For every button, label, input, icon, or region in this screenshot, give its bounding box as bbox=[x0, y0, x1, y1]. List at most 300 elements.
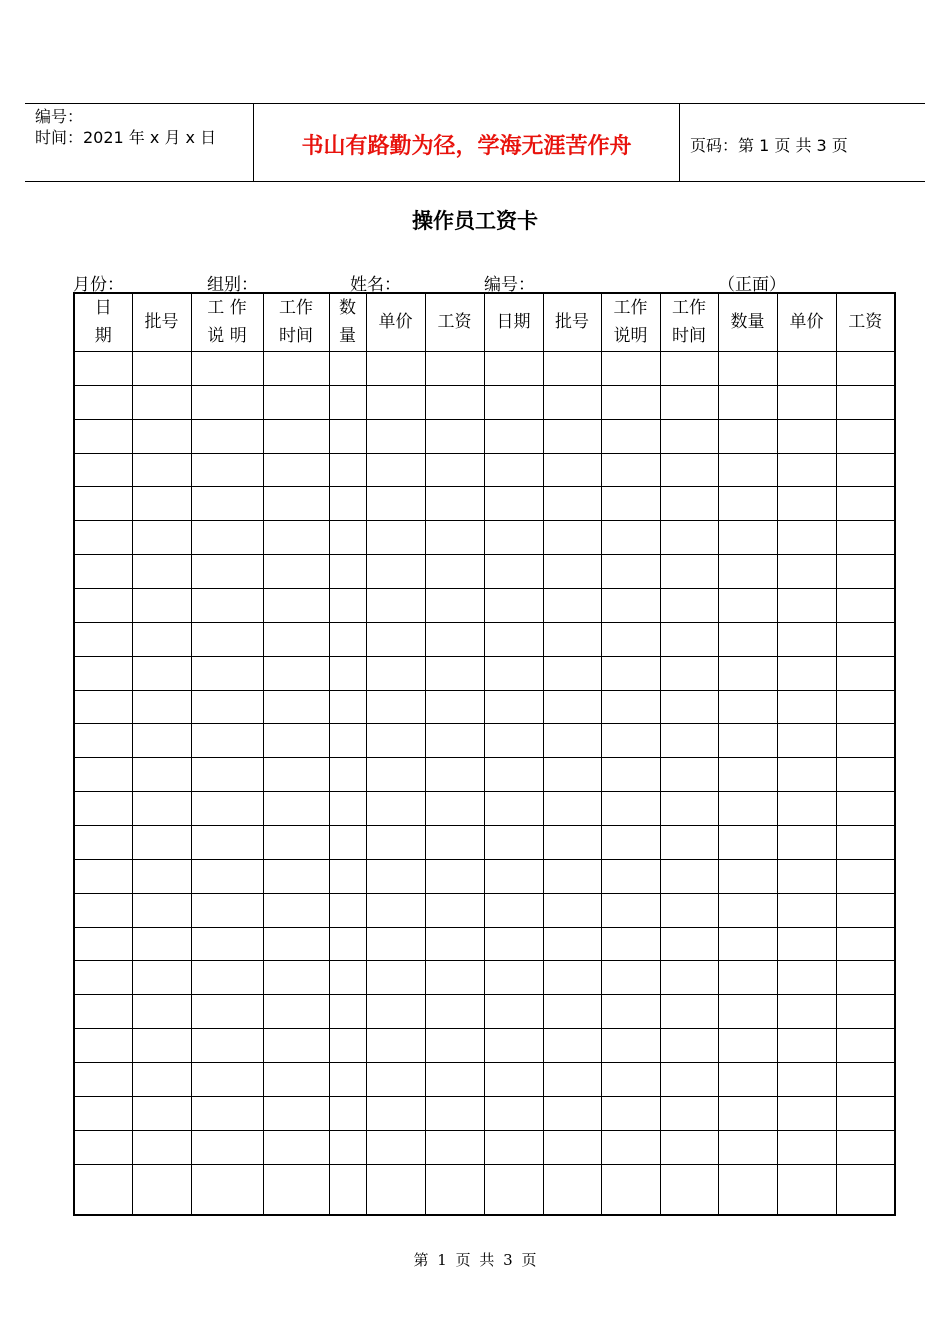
table-cell bbox=[543, 1029, 601, 1063]
page-header bbox=[25, 103, 925, 182]
table-cell bbox=[191, 792, 263, 826]
table-cell bbox=[191, 826, 263, 860]
table-cell bbox=[132, 521, 191, 555]
table-cell bbox=[777, 724, 836, 758]
table-cell bbox=[425, 826, 484, 860]
table-cell bbox=[366, 826, 425, 860]
table-cell bbox=[660, 724, 718, 758]
table-cell bbox=[484, 1130, 543, 1164]
info-group-label: 组别： bbox=[207, 275, 258, 295]
table-cell bbox=[836, 927, 895, 961]
table-cell bbox=[836, 622, 895, 656]
table-cell bbox=[263, 453, 329, 487]
table-cell bbox=[777, 1063, 836, 1097]
table-cell bbox=[484, 453, 543, 487]
table-cell bbox=[329, 859, 366, 893]
table-cell bbox=[777, 555, 836, 589]
table-cell bbox=[718, 656, 777, 690]
column-header bbox=[366, 293, 425, 352]
table-cell bbox=[425, 758, 484, 792]
table-cell bbox=[836, 419, 895, 453]
table-cell bbox=[191, 1063, 263, 1097]
table-cell bbox=[425, 859, 484, 893]
table-cell bbox=[836, 995, 895, 1029]
table-cell bbox=[836, 758, 895, 792]
table-cell bbox=[777, 622, 836, 656]
table-cell bbox=[191, 555, 263, 589]
table-cell bbox=[836, 656, 895, 690]
header-meta bbox=[25, 104, 254, 181]
table-cell bbox=[484, 419, 543, 453]
table-cell bbox=[74, 385, 132, 419]
table-cell bbox=[718, 1029, 777, 1063]
table-cell bbox=[660, 961, 718, 995]
table-cell bbox=[425, 961, 484, 995]
table-cell bbox=[329, 826, 366, 860]
table-cell bbox=[74, 995, 132, 1029]
table-cell bbox=[132, 419, 191, 453]
table-cell bbox=[329, 927, 366, 961]
table-cell bbox=[132, 758, 191, 792]
table-cell bbox=[543, 1164, 601, 1215]
table-cell bbox=[191, 453, 263, 487]
table-cell bbox=[836, 690, 895, 724]
table-cell bbox=[601, 622, 660, 656]
table-row bbox=[74, 453, 895, 487]
table-cell bbox=[601, 859, 660, 893]
table-cell bbox=[74, 487, 132, 521]
table-cell bbox=[74, 690, 132, 724]
table-cell bbox=[777, 1096, 836, 1130]
table-cell bbox=[74, 521, 132, 555]
table-cell bbox=[718, 758, 777, 792]
table-cell bbox=[836, 453, 895, 487]
table-cell bbox=[425, 589, 484, 623]
table-cell bbox=[191, 995, 263, 1029]
table-cell bbox=[543, 656, 601, 690]
table-cell bbox=[836, 385, 895, 419]
table-cell bbox=[425, 792, 484, 826]
table-cell bbox=[191, 893, 263, 927]
table-cell bbox=[74, 724, 132, 758]
table-cell bbox=[777, 419, 836, 453]
table-cell bbox=[425, 1096, 484, 1130]
table-cell bbox=[777, 656, 836, 690]
table-cell bbox=[836, 1130, 895, 1164]
table-cell bbox=[484, 1063, 543, 1097]
table-cell bbox=[366, 927, 425, 961]
column-header-label: 数量 bbox=[730, 312, 765, 332]
table-cell bbox=[366, 419, 425, 453]
table-cell bbox=[191, 1029, 263, 1063]
table-cell bbox=[74, 453, 132, 487]
table-cell bbox=[366, 589, 425, 623]
table-cell bbox=[718, 1164, 777, 1215]
table-cell bbox=[191, 927, 263, 961]
table-cell bbox=[836, 589, 895, 623]
table-cell bbox=[132, 690, 191, 724]
table-row bbox=[74, 487, 895, 521]
table-row bbox=[74, 724, 895, 758]
table-cell bbox=[425, 1164, 484, 1215]
table-cell bbox=[718, 1096, 777, 1130]
table-row bbox=[74, 859, 895, 893]
table-cell bbox=[660, 589, 718, 623]
table-cell bbox=[191, 419, 263, 453]
table-cell bbox=[191, 859, 263, 893]
column-header bbox=[132, 293, 191, 352]
table-cell bbox=[263, 656, 329, 690]
table-cell bbox=[425, 453, 484, 487]
table-cell bbox=[425, 893, 484, 927]
table-cell bbox=[132, 385, 191, 419]
table-cell bbox=[777, 589, 836, 623]
info-month-label: 月份： bbox=[73, 275, 124, 295]
table-cell bbox=[660, 690, 718, 724]
table-cell bbox=[263, 927, 329, 961]
table-cell bbox=[132, 622, 191, 656]
table-cell bbox=[601, 1130, 660, 1164]
column-header bbox=[263, 293, 329, 352]
table-cell bbox=[366, 555, 425, 589]
table-cell bbox=[132, 859, 191, 893]
table-cell bbox=[329, 419, 366, 453]
table-cell bbox=[263, 487, 329, 521]
table-cell bbox=[777, 487, 836, 521]
table-cell bbox=[132, 656, 191, 690]
table-cell bbox=[543, 589, 601, 623]
table-cell bbox=[777, 792, 836, 826]
table-row bbox=[74, 555, 895, 589]
table-cell bbox=[777, 453, 836, 487]
table-cell bbox=[263, 690, 329, 724]
table-cell bbox=[601, 1029, 660, 1063]
table-cell bbox=[329, 1130, 366, 1164]
table-cell bbox=[425, 419, 484, 453]
table-cell bbox=[263, 555, 329, 589]
table-cell bbox=[543, 758, 601, 792]
table-cell bbox=[263, 961, 329, 995]
table-cell bbox=[366, 758, 425, 792]
table-cell bbox=[836, 1063, 895, 1097]
table-cell bbox=[543, 385, 601, 419]
info-number-label: 编号： bbox=[484, 275, 535, 295]
table-cell bbox=[543, 792, 601, 826]
table-cell bbox=[836, 555, 895, 589]
table-cell bbox=[718, 859, 777, 893]
table-cell bbox=[718, 453, 777, 487]
table-cell bbox=[836, 1029, 895, 1063]
table-header-row bbox=[74, 293, 895, 352]
table-cell bbox=[601, 792, 660, 826]
table-cell bbox=[718, 961, 777, 995]
column-header-label: 说明 bbox=[613, 326, 648, 346]
table-cell bbox=[718, 995, 777, 1029]
table-cell bbox=[777, 995, 836, 1029]
table-cell bbox=[718, 589, 777, 623]
table-cell bbox=[366, 961, 425, 995]
table-cell bbox=[366, 995, 425, 1029]
table-cell bbox=[74, 961, 132, 995]
table-cell bbox=[660, 622, 718, 656]
table-cell bbox=[484, 1096, 543, 1130]
table-row bbox=[74, 656, 895, 690]
table-cell bbox=[543, 893, 601, 927]
table-cell bbox=[74, 589, 132, 623]
table-cell bbox=[329, 589, 366, 623]
table-cell bbox=[601, 487, 660, 521]
table-cell bbox=[484, 352, 543, 386]
table-cell bbox=[601, 826, 660, 860]
table-cell bbox=[601, 1063, 660, 1097]
table-cell bbox=[132, 961, 191, 995]
table-row bbox=[74, 927, 895, 961]
table-cell bbox=[601, 893, 660, 927]
document-title: 操作员工资卡 bbox=[412, 209, 538, 233]
table-cell bbox=[718, 352, 777, 386]
table-cell bbox=[836, 826, 895, 860]
table-cell bbox=[543, 927, 601, 961]
table-cell bbox=[425, 487, 484, 521]
table-cell bbox=[366, 622, 425, 656]
table-cell bbox=[836, 893, 895, 927]
column-header bbox=[484, 293, 543, 352]
table-cell bbox=[366, 385, 425, 419]
table-cell bbox=[329, 893, 366, 927]
table-cell bbox=[74, 1130, 132, 1164]
table-cell bbox=[718, 1130, 777, 1164]
table-row bbox=[74, 1096, 895, 1130]
table-cell bbox=[601, 1164, 660, 1215]
table-cell bbox=[263, 352, 329, 386]
table-cell bbox=[329, 995, 366, 1029]
table-cell bbox=[777, 1130, 836, 1164]
table-row bbox=[74, 589, 895, 623]
table-cell bbox=[484, 589, 543, 623]
page-footer: 第 1 页 共 3 页 bbox=[413, 1251, 537, 1269]
column-header bbox=[425, 293, 484, 352]
table-cell bbox=[329, 758, 366, 792]
table-cell bbox=[132, 995, 191, 1029]
table-cell bbox=[132, 555, 191, 589]
table-cell bbox=[660, 758, 718, 792]
table-cell bbox=[366, 859, 425, 893]
column-header bbox=[660, 293, 718, 352]
column-header bbox=[601, 293, 660, 352]
column-header-label: 单价 bbox=[789, 312, 824, 332]
table-cell bbox=[366, 521, 425, 555]
table-cell bbox=[425, 1063, 484, 1097]
table-cell bbox=[777, 690, 836, 724]
table-cell bbox=[74, 893, 132, 927]
table-cell bbox=[718, 893, 777, 927]
table-cell bbox=[132, 1063, 191, 1097]
table-cell bbox=[601, 961, 660, 995]
header-time-label: 时间：2021 年 x 月 x 日 bbox=[35, 128, 217, 147]
table-cell bbox=[74, 1164, 132, 1215]
table-cell bbox=[329, 385, 366, 419]
column-header-label: 批号 bbox=[144, 312, 179, 332]
table-cell bbox=[484, 826, 543, 860]
table-cell bbox=[718, 826, 777, 860]
table-cell bbox=[543, 859, 601, 893]
table-cell bbox=[601, 419, 660, 453]
column-header bbox=[777, 293, 836, 352]
table-cell bbox=[836, 1164, 895, 1215]
table-row bbox=[74, 352, 895, 386]
column-header-label: 工资 bbox=[437, 312, 472, 332]
table-cell bbox=[660, 352, 718, 386]
column-header bbox=[718, 293, 777, 352]
column-header-label: 期 bbox=[94, 326, 112, 346]
table-cell bbox=[366, 690, 425, 724]
table-cell bbox=[329, 961, 366, 995]
table-cell bbox=[329, 453, 366, 487]
table-cell bbox=[74, 656, 132, 690]
table-cell bbox=[329, 690, 366, 724]
table-cell bbox=[263, 995, 329, 1029]
table-cell bbox=[329, 487, 366, 521]
table-cell bbox=[601, 724, 660, 758]
table-cell bbox=[777, 385, 836, 419]
table-cell bbox=[484, 1029, 543, 1063]
table-cell bbox=[543, 826, 601, 860]
column-header-label: 工作 bbox=[672, 298, 706, 318]
table-cell bbox=[191, 385, 263, 419]
table-cell bbox=[660, 453, 718, 487]
table-cell bbox=[263, 589, 329, 623]
table-cell bbox=[777, 893, 836, 927]
table-cell bbox=[191, 961, 263, 995]
table-cell bbox=[718, 419, 777, 453]
table-cell bbox=[263, 1164, 329, 1215]
table-cell bbox=[660, 859, 718, 893]
table-row bbox=[74, 1130, 895, 1164]
table-cell bbox=[132, 1130, 191, 1164]
table-cell bbox=[777, 1164, 836, 1215]
table-cell bbox=[263, 758, 329, 792]
column-header-label: 数 bbox=[339, 298, 356, 318]
info-name-label: 姓名： bbox=[350, 275, 401, 295]
table-cell bbox=[777, 1029, 836, 1063]
table-cell bbox=[366, 724, 425, 758]
table-cell bbox=[484, 961, 543, 995]
table-cell bbox=[543, 1096, 601, 1130]
table-cell bbox=[191, 724, 263, 758]
table-cell bbox=[660, 1164, 718, 1215]
wage-card-table bbox=[73, 292, 896, 1216]
column-header-label: 工资 bbox=[848, 312, 883, 332]
table-cell bbox=[74, 1096, 132, 1130]
table-cell bbox=[543, 995, 601, 1029]
table-cell bbox=[777, 758, 836, 792]
table-cell bbox=[425, 521, 484, 555]
table-cell bbox=[484, 690, 543, 724]
column-header-label: 工作 bbox=[279, 298, 313, 318]
table-cell bbox=[601, 656, 660, 690]
table-cell bbox=[484, 487, 543, 521]
table-cell bbox=[74, 419, 132, 453]
table-cell bbox=[718, 927, 777, 961]
table-cell bbox=[74, 927, 132, 961]
table-cell bbox=[836, 1096, 895, 1130]
table-cell bbox=[543, 961, 601, 995]
table-cell bbox=[484, 1164, 543, 1215]
table-cell bbox=[484, 656, 543, 690]
table-cell bbox=[425, 1029, 484, 1063]
table-cell bbox=[660, 656, 718, 690]
column-header-label: 工作 bbox=[613, 298, 648, 318]
table-cell bbox=[660, 521, 718, 555]
table-row bbox=[74, 1063, 895, 1097]
table-row bbox=[74, 995, 895, 1029]
table-cell bbox=[718, 1063, 777, 1097]
table-cell bbox=[660, 487, 718, 521]
table-cell bbox=[366, 453, 425, 487]
table-cell bbox=[132, 826, 191, 860]
header-motto: 书山有路勤为径，学海无涯苦作舟 bbox=[254, 104, 680, 181]
table-cell bbox=[660, 1063, 718, 1097]
table-cell bbox=[718, 792, 777, 826]
table-cell bbox=[74, 1029, 132, 1063]
table-cell bbox=[74, 859, 132, 893]
table-cell bbox=[132, 1164, 191, 1215]
table-cell bbox=[718, 385, 777, 419]
table-cell bbox=[329, 1029, 366, 1063]
table-cell bbox=[660, 419, 718, 453]
table-cell bbox=[718, 521, 777, 555]
table-cell bbox=[601, 995, 660, 1029]
table-cell bbox=[543, 690, 601, 724]
table-cell bbox=[777, 859, 836, 893]
column-header bbox=[543, 293, 601, 352]
table-cell bbox=[191, 1164, 263, 1215]
header-page-info: 页码：第 1 页 共 3 页 bbox=[690, 136, 848, 155]
table-cell bbox=[329, 521, 366, 555]
table-cell bbox=[191, 1130, 263, 1164]
column-header bbox=[836, 293, 895, 352]
table-cell bbox=[484, 859, 543, 893]
table-cell bbox=[601, 927, 660, 961]
table-cell bbox=[191, 622, 263, 656]
table-cell bbox=[777, 927, 836, 961]
column-header-label: 工 作 bbox=[207, 298, 247, 318]
table-cell bbox=[543, 521, 601, 555]
table-cell bbox=[366, 893, 425, 927]
table-cell bbox=[718, 724, 777, 758]
table-cell bbox=[329, 792, 366, 826]
table-cell bbox=[263, 893, 329, 927]
table-cell bbox=[132, 1029, 191, 1063]
column-header bbox=[74, 293, 132, 352]
table-cell bbox=[263, 859, 329, 893]
table-cell bbox=[425, 690, 484, 724]
table-cell bbox=[543, 352, 601, 386]
table-cell bbox=[660, 1130, 718, 1164]
table-cell bbox=[484, 893, 543, 927]
table-cell bbox=[425, 927, 484, 961]
table-cell bbox=[484, 792, 543, 826]
table-cell bbox=[329, 724, 366, 758]
table-cell bbox=[329, 1164, 366, 1215]
table-row bbox=[74, 826, 895, 860]
table-cell bbox=[74, 352, 132, 386]
column-header-label: 单价 bbox=[378, 312, 413, 332]
table-cell bbox=[191, 690, 263, 724]
table-cell bbox=[366, 1096, 425, 1130]
table-cell bbox=[366, 487, 425, 521]
table-row bbox=[74, 1029, 895, 1063]
